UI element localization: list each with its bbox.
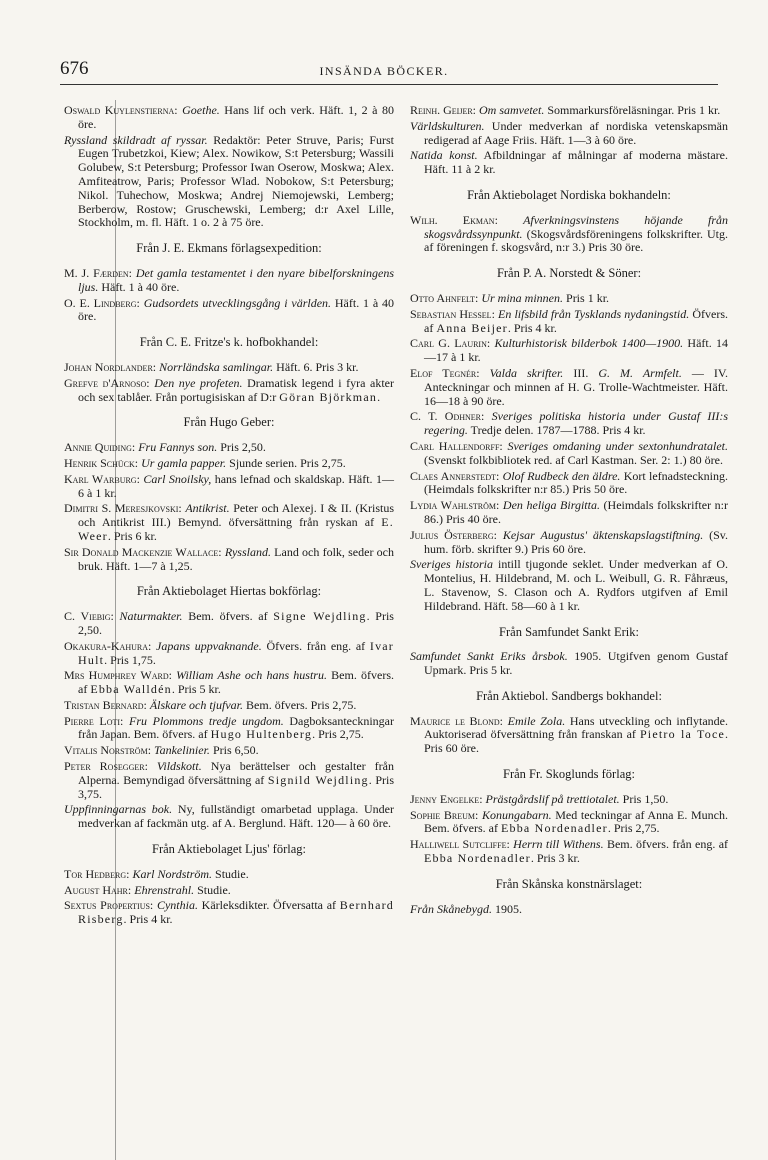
entry: O. E. Lindberg: Gudsordets utvecklingsgång i världen. Häft. 1 à 40 öre. xyxy=(64,295,395,324)
entry: Dimitri S. Meresjkovski: Antikrist. Peter och Alexej. I & II. (Kristus och Antikrist III.) Bemynd. öfversättning från ryskan af E. Weer. Pris 6 kr. xyxy=(64,501,394,543)
entry: M. J. Færden: Det gamla testamentet i den nyare bibelforskningens ljus. Häft. 1 à 40 öre. xyxy=(64,265,394,294)
entry: Grefve d'Arnoso: Den nye profeten. Dramatisk legend i fyra akter och sex tablåer. Från portugisiskan af D:r Göran Björkman. xyxy=(64,375,395,404)
entry: Ryssland skildradt af ryssar. Redaktör: Peter Struve, Paris; Furst Eugen Trubetzkoi, Kiew; Alex. Nowikow, S:t Petersburg; Wassili Golubew, S:t Petersburg; Professor Iwan Oserow, Moskwa; Alex. Amfiteatrow, Paris; Professor Wlad. Nobokow, S:t Petersburg; Nikol. Tuhechow, Moskwa; Andrej Niemojewski, Lemberg; Berberow, Rostow; Gruschewski, Lemberg; d:r Axel Lille, Stockholm, m. fl. Häft. 1 o. 2 à 75 öre. xyxy=(64,132,394,230)
entry: Johan Nordlander: Norrländska samlingar. Häft. 6. Pris 3 kr. xyxy=(64,359,359,374)
page-number: 676 xyxy=(60,58,89,79)
entry: Sveriges historia intill tjugonde seklet. Under medverkan af O. Montelius, H. Hildebrand, M. och L. Weibull, G. R. Fåhræus, L. Stavenow, S. Clason och A. Rydfors utgifven af Emil Hildebrand. Häft. 58—60 à 1 kr. xyxy=(410,557,728,613)
entry: Uppfinningarnas bok. Ny, fullständigt omarbetad upplaga. Under medverkan af fackmän utg. af A. Berglund. Häft. 120— à 60 öre. xyxy=(64,802,394,831)
entry: Oswald Kuylenstierna: Goethe. Hans lif och verk. Häft. 1, 2 à 80 öre. xyxy=(64,103,394,131)
entry: Okakura-Kahura: Japans uppvaknande. Öfvers. från eng. af Ivar Hult. Pris 1,75. xyxy=(64,638,394,667)
publisher-heading: Från Skånska konstnärslaget: xyxy=(495,876,643,891)
entry: Karl Warburg: Carl Snoilsky, hans lefnad och skaldskap. Häft. 1—6 à 1 kr. xyxy=(64,471,395,500)
header-rule xyxy=(60,84,718,85)
publisher-heading: Från Aktiebolaget Ljus' förlag: xyxy=(152,842,306,857)
publisher-heading: Från Aktiebolaget Nordiska bokhandeln: xyxy=(467,187,671,202)
publisher-heading: Från J. E. Ekmans förlagsexpedition: xyxy=(136,241,322,256)
entry: Julius Österberg: Kejsar Augustus' äktenskapslagstiftning. (Sv. hum. förb. skrifter 9.) Pris 60 öre. xyxy=(410,527,728,556)
entry: Carl Hallendorff: Sveriges omdaning under sextonhundratalet. (Svenskt folkbibliotek red. af Carl Kastman. Ser. 2: 1.) 80 öre. xyxy=(410,438,728,467)
running-title: INSÄNDA BÖCKER. xyxy=(319,64,449,78)
entry: Sebastian Hessel: En lifsbild från Tysklands nydaningstid. Öfvers. af Anna Beijer. Pris 4 kr. xyxy=(410,306,728,335)
entry: August Hahr: Ehrenstrahl. Studie. xyxy=(64,882,231,897)
entry: Peter Rosegger: Vildskott. Nya berättelser och gestalter från Alperna. Bemyndigad öfversättning af Signild Wejdling. Pris 3,75. xyxy=(64,759,394,801)
publisher-heading: Från Hugo Geber: xyxy=(183,415,275,430)
entry: Jenny Engelke: Prästgårdslif på trettiotalet. Pris 1,50. xyxy=(410,791,669,806)
entry: Samfundet Sankt Eriks årsbok. 1905. Utgifven genom Gustaf Upmark. Pris 5 kr. xyxy=(410,649,728,678)
entry: Maurice le Blond: Emile Zola. Hans utveckling och inflytande. Auktoriserad öfversättning från franskan af Pietro la Toce. Pris 60 öre. xyxy=(410,713,729,756)
entry: Elof Tegnér: Valda skrifter. III. G. M. Armfelt. — IV. Anteckningar och minnen af H. G. Trolle-Wachtmeister. Häft. 16—18 à 90 öre. xyxy=(410,365,728,408)
entry: Sextus Propertius: Cynthia. Kärleksdikter. Öfversatta af Bernhard Risberg. Pris 4 kr. xyxy=(64,898,394,927)
entry: Wilh. Ekman: Afverkningsvinstens höjande från skogsvårdssynpunkt. (Skogsvårdsföreningens folkskrifter. Utg. af föreningen f. skogsvård, n:r 3.) Pris 30 öre. xyxy=(410,212,728,255)
entry: Från Skånebygd. 1905. xyxy=(410,901,522,916)
entry: Sir Donald Mackenzie Wallace: Ryssland. Land och folk, seder och bruk. Häft. 1—7 à 1,25. xyxy=(64,544,394,573)
left-column xyxy=(64,104,394,929)
publisher-heading: Från Aktiebol. Sandbergs bokhandel: xyxy=(476,688,662,703)
entry: Världskulturen. Under medverkan af nordiska vetenskapsmän redigerad af Aage Friis. Häft. 1—3 à 60 öre. xyxy=(410,118,728,147)
entry: C. Viebig: Naturmakter. Bem. öfvers. af Signe Wejdling. Pris 2,50. xyxy=(64,609,394,637)
entry: Tristan Bernard: Älskare och tjufvar. Bem. öfvers. Pris 2,75. xyxy=(64,697,357,712)
publisher-heading: Från Aktiebolaget Hiertas bokförlag: xyxy=(136,584,322,599)
entry: Claes Annerstedt: Olof Rudbeck den äldre. Kort lefnadsteckning. (Heimdals folkskrifter n:r 85.) Pris 50 öre. xyxy=(410,468,728,497)
publisher-heading: Från Samfundet Sankt Erik: xyxy=(499,624,639,639)
entry: Mrs Humphrey Ward: William Ashe och hans hustru. Bem. öfvers. af Ebba Walldén. Pris 5 kr. xyxy=(64,668,395,697)
right-column xyxy=(410,104,728,918)
publisher-heading: Från P. A. Norstedt & Söner: xyxy=(496,266,642,281)
publisher-heading: Från C. E. Fritze's k. hofbokhandel: xyxy=(139,335,319,350)
entry: Reinh. Geijer: Om samvetet. Sommarkursföreläsningar. Pris 1 kr. xyxy=(410,103,721,117)
entry: Pierre Loti: Fru Plommons tredje ungdom. Dagboksanteckningar från Japan. Bem. öfvers. af Hugo Hultenberg. Pris 2,75. xyxy=(64,713,394,742)
publisher-heading: Från Fr. Skoglunds förlag: xyxy=(503,767,635,782)
entry: C. T. Odhner: Sveriges politiska historia under Gustaf III:s regering. Tredje delen. 1787—1788. Pris 4 kr. xyxy=(410,409,729,438)
entry: Lydia Wahlström: Den heliga Birgitta. (Heimdals folkskrifter n:r 86.) Pris 40 öre. xyxy=(410,498,728,526)
entry: Sophie Breum: Konungabarn. Med teckningar af Anna E. Munch. Bem. öfvers. af Ebba Nordenadler. Pris 2,75. xyxy=(410,807,728,836)
entry: Vitalis Norström: Tankelinier. Pris 6,50. xyxy=(64,743,259,758)
entry: Annie Quiding: Fru Fannys son. Pris 2,50. xyxy=(64,440,266,455)
entry: Natida konst. Afbildningar af målningar af moderna mästare. Häft. 11 à 2 kr. xyxy=(410,148,728,177)
entry: Otto Ahnfelt: Ur mina minnen. Pris 1 kr. xyxy=(410,290,610,305)
entry: Halliwell Sutcliffe: Herrn till Withens. Bem. öfvers. från eng. af Ebba Nordenadler. Pris 3 kr. xyxy=(410,837,729,866)
entry: Tor Hedberg: Karl Nordström. Studie. xyxy=(64,866,249,881)
entry: Carl G. Laurin: Kulturhistorisk bilderbok 1400—1900. Häft. 14—17 à 1 kr. xyxy=(410,336,729,365)
entry: Henrik Schück: Ur gamla papper. Sjunde serien. Pris 2,75. xyxy=(64,455,346,470)
